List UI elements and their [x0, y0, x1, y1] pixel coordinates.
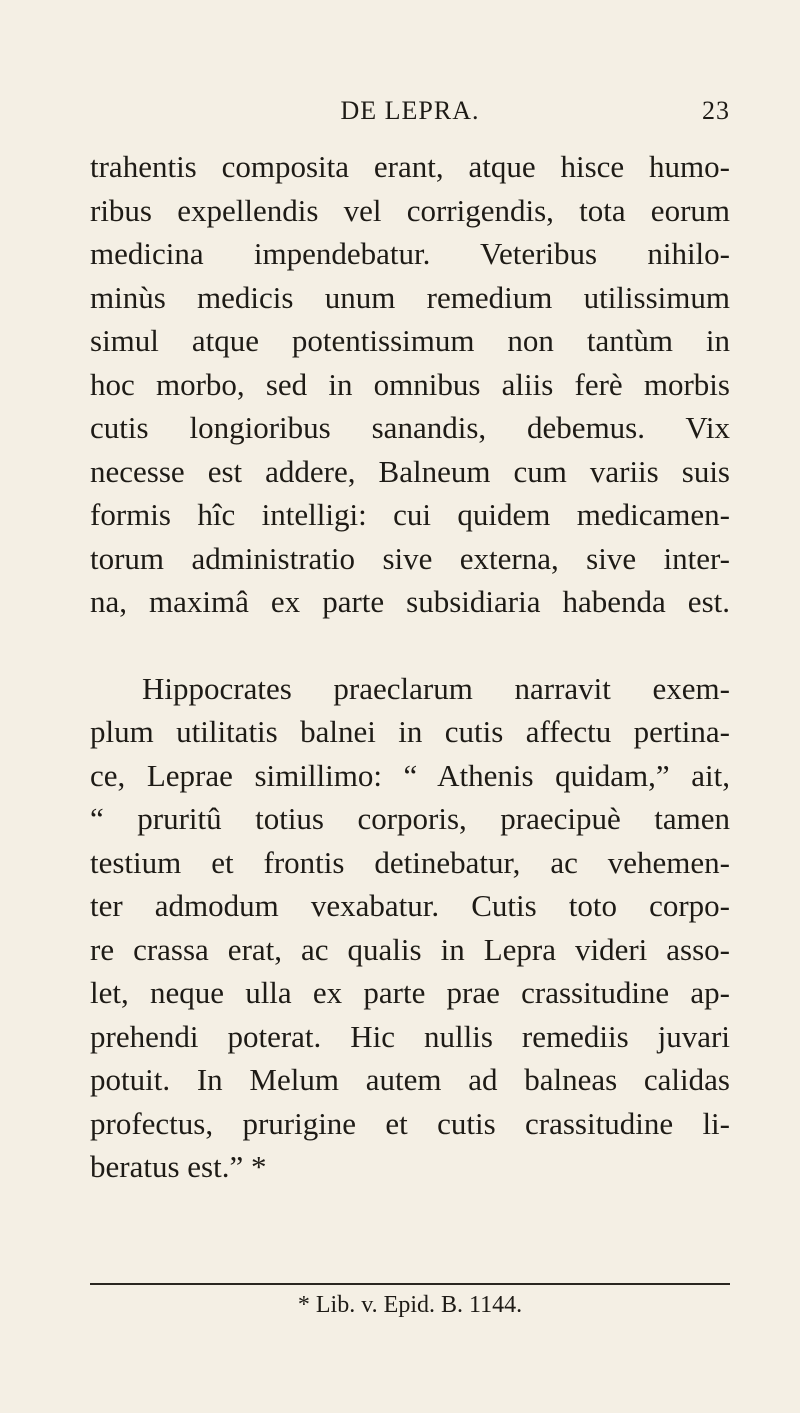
text-line: ribus expellendis vel corrigendis, tota eorum: [90, 192, 730, 228]
page-number: 23: [702, 96, 730, 125]
text-line: torum administratio sive externa, sive inter-: [90, 540, 730, 576]
paragraph-2: [90, 667, 730, 1189]
paragraph-gap: [90, 624, 730, 667]
running-title: DE LEPRA.: [340, 96, 480, 125]
paragraph-1: [90, 145, 730, 624]
text-line: Hippocrates praeclarum narravit exem-: [142, 670, 730, 706]
footnote: * Lib. v. Epid. B. 1144.: [297, 1292, 523, 1318]
text-line: medicina impendebatur. Veteribus nihilo-: [90, 236, 730, 271]
text-line: trahentis composita erant, atque hisce humo-: [90, 149, 730, 184]
text-line: formis hîc intelligi: cui quidem medicamen-: [90, 497, 730, 532]
text-line: cutis longioribus sanandis, debemus. Vix: [90, 410, 730, 445]
text-line: ter admodum vexabatur. Cutis toto corpo-: [90, 888, 730, 923]
text-line: ce, Leprae simillimo: “ Athenis quidam,” ait,: [90, 757, 730, 793]
text-line: let, neque ulla ex parte prae crassitudine ap-: [90, 975, 730, 1010]
text-line: na, maximâ ex parte subsidiaria habenda est.: [90, 584, 730, 619]
text-line: plum utilitatis balnei in cutis affectu pertina-: [90, 714, 730, 749]
text-line: minùs medicis unum remedium utilissimum: [90, 279, 730, 315]
text-line: necesse est addere, Balneum cum variis suis: [90, 453, 730, 489]
text-line: beratus est.” *: [90, 1149, 267, 1184]
text-line: hoc morbo, sed in omnibus aliis ferè morbis: [90, 366, 730, 402]
text-line: potuit. In Melum autem ad balneas calidas: [90, 1062, 730, 1097]
running-head: [90, 96, 730, 136]
text-line: re crassa erat, ac qualis in Lepra videri asso-: [90, 931, 730, 967]
text-line: “ pruritû totius corporis, praecipuè tamen: [90, 801, 730, 836]
text-line: testium et frontis detinebatur, ac vehemen-: [90, 844, 730, 880]
footnote-rule: [90, 1283, 730, 1285]
text-line: prehendi poterat. Hic nullis remediis juvari: [90, 1018, 730, 1054]
body-text: [90, 145, 730, 1189]
text-line: profectus, prurigine et cutis crassitudine li-: [90, 1105, 730, 1141]
text-line: simul atque potentissimum non tantùm in: [90, 323, 730, 358]
